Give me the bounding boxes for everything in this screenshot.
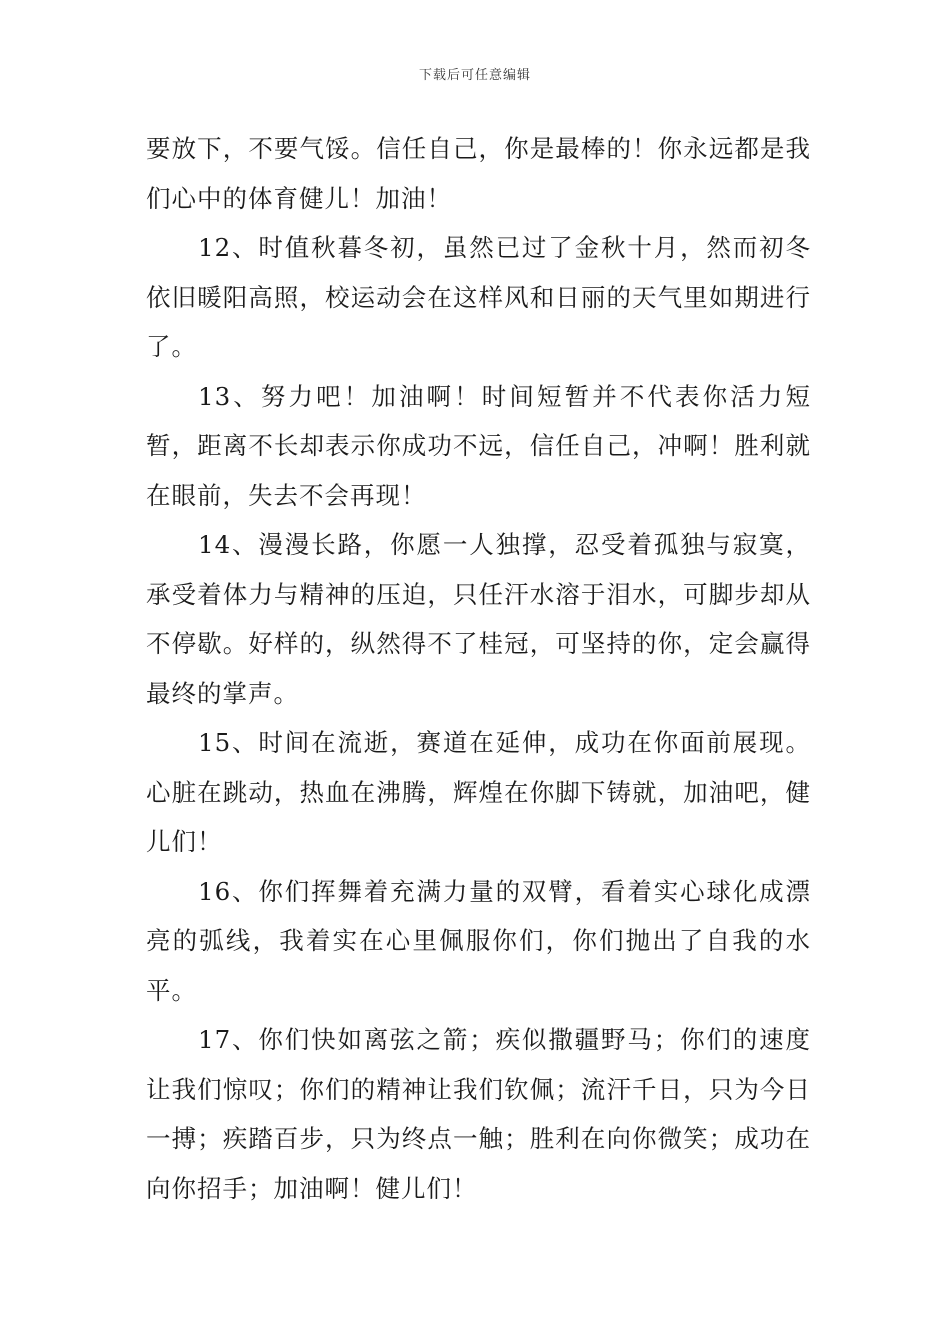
page-header-note: 下载后可任意编辑 [418, 68, 531, 83]
document-body [146, 124, 811, 1213]
paragraph-13: 13、努力吧！加油啊！时间短暂并不代表你活力短暂，距离不长却表示你成功不远，信任自己，冲啊！胜利就在眼前，失去不会再现！ [146, 381, 811, 510]
paragraph-17: 17、你们快如离弦之箭；疾似撒疆野马；你们的速度让我们惊叹；你们的精神让我们钦佩；流汗千日，只为今日一搏；疾踏百步，只为终点一触；胜利在向你微笑；成功在向你招手；加油啊！健儿们！ [146, 1025, 811, 1203]
paragraph-continuation: 要放下，不要气馁。信任自己，你是最棒的！你永远都是我们心中的体育健儿！加油！ [146, 134, 811, 213]
paragraph-12: 12、时值秋暮冬初，虽然已过了金秋十月，然而初冬依旧暖阳高照，校运动会在这样风和日丽的天气里如期进行了。 [146, 233, 811, 361]
paragraph-16: 16、你们挥舞着充满力量的双臂，看着实心球化成漂亮的弧线，我着实在心里佩服你们，你们抛出了自我的水平。 [146, 876, 811, 1005]
paragraph-15: 15、时间在流逝，赛道在延伸，成功在你面前展现。心脏在跳动，热血在沸腾，辉煌在你脚下铸就，加油吧，健儿们！ [146, 728, 811, 856]
paragraph-14: 14、漫漫长路，你愿一人独撑，忍受着孤独与寂寞，承受着体力与精神的压迫，只任汗水溶于泪水，可脚步却从不停歇。好样的，纵然得不了桂冠，可坚持的你，定会赢得最终的掌声。 [146, 530, 811, 708]
